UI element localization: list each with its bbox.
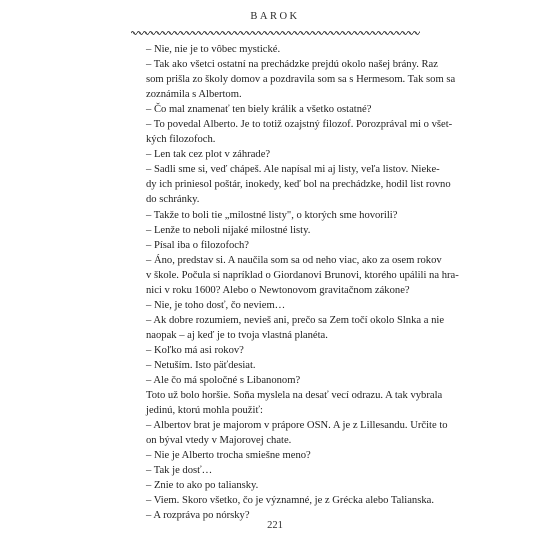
text-line: – Tak je dosť…	[146, 465, 213, 477]
text-line: som prišla zo školy domov a pozdravila som sa s Hermesom. Tak som sa	[146, 74, 456, 86]
text-line: – Nie je Alberto trocha smiešne meno?	[146, 450, 311, 462]
text-line: – Ak dobre rozumiem, nevieš ani, prečo sa Zem točí okolo Slnka a nie	[146, 314, 445, 326]
text-line: – Lenže to neboli nijaké milostné listy.	[146, 224, 311, 236]
text-line: – Netuším. Isto päťdesiat.	[146, 359, 256, 371]
text-line: naopak – aj keď je to tvoja vlastná planéta.	[146, 329, 328, 341]
page-number: 221	[267, 520, 283, 531]
text-line: – Písal iba o filozofoch?	[146, 239, 249, 251]
text-line: dy ich priniesol poštár, inokedy, keď bol na prechádzke, hodil list rovno	[146, 179, 451, 191]
text-line: – Len tak cez plot v záhrade?	[146, 149, 271, 161]
text-line: – Ale čo má spoločné s Libanonom?	[146, 375, 301, 387]
text-line: jedinú, ktorú mohla použiť:	[146, 405, 263, 417]
text-line: kých filozofoch.	[146, 134, 216, 146]
text-line: – Sadli sme si, veď chápeš. Ale napísal mi aj listy, veľa listov. Nieke-	[146, 164, 440, 176]
running-head: BAROK	[250, 11, 300, 22]
text-line: – Znie to ako po taliansky.	[146, 480, 259, 492]
text-line: v škole. Počula si napríklad o Giordanovi Brunovi, ktorého upálili na hra-	[146, 269, 459, 281]
text-line: – Viem. Skoro všetko, čo je významné, je z Grécka alebo Talianska.	[146, 495, 434, 507]
text-line: – Čo mal znamenať ten biely králik a všetko ostatné?	[146, 104, 372, 116]
text-line: – Takže to boli tie „milostné listy", o ktorých sme hovorili?	[146, 209, 398, 221]
text-line: – Albertov brat je majorom v prápore OSN. A je z Lillesandu. Určite to	[146, 420, 448, 432]
ornamental-border	[131, 30, 420, 36]
text-line: – To povedal Alberto. Je to totiž ozajstný filozof. Porozprával mi o všet-	[146, 119, 453, 131]
text-line: Toto už bolo horšie. Soňa myslela na desať vecí odrazu. A tak vybrala	[146, 390, 443, 402]
text-line: – A rozpráva po nórsky?	[146, 510, 250, 522]
text-line: – Koľko má asi rokov?	[146, 344, 244, 356]
text-line: zoznámila s Albertom.	[146, 89, 242, 101]
text-line: nici v roku 1600? Alebo o Newtonovom gravitačnom zákone?	[146, 284, 410, 296]
text-line: – Nie, je toho dosť, čo neviem…	[146, 299, 286, 311]
body-text	[146, 42, 459, 524]
text-line: do schránky.	[146, 194, 200, 206]
text-line: – Tak ako všetci ostatní na prechádzke prejdú okolo našej brány. Raz	[146, 59, 438, 71]
text-line: – Nie, nie je to vôbec mystické.	[146, 44, 281, 55]
text-line: – Áno, predstav si. A naučila som sa od neho viac, ako za osem rokov	[146, 254, 442, 266]
text-line: on býval vtedy v Majorovej chate.	[146, 435, 292, 447]
